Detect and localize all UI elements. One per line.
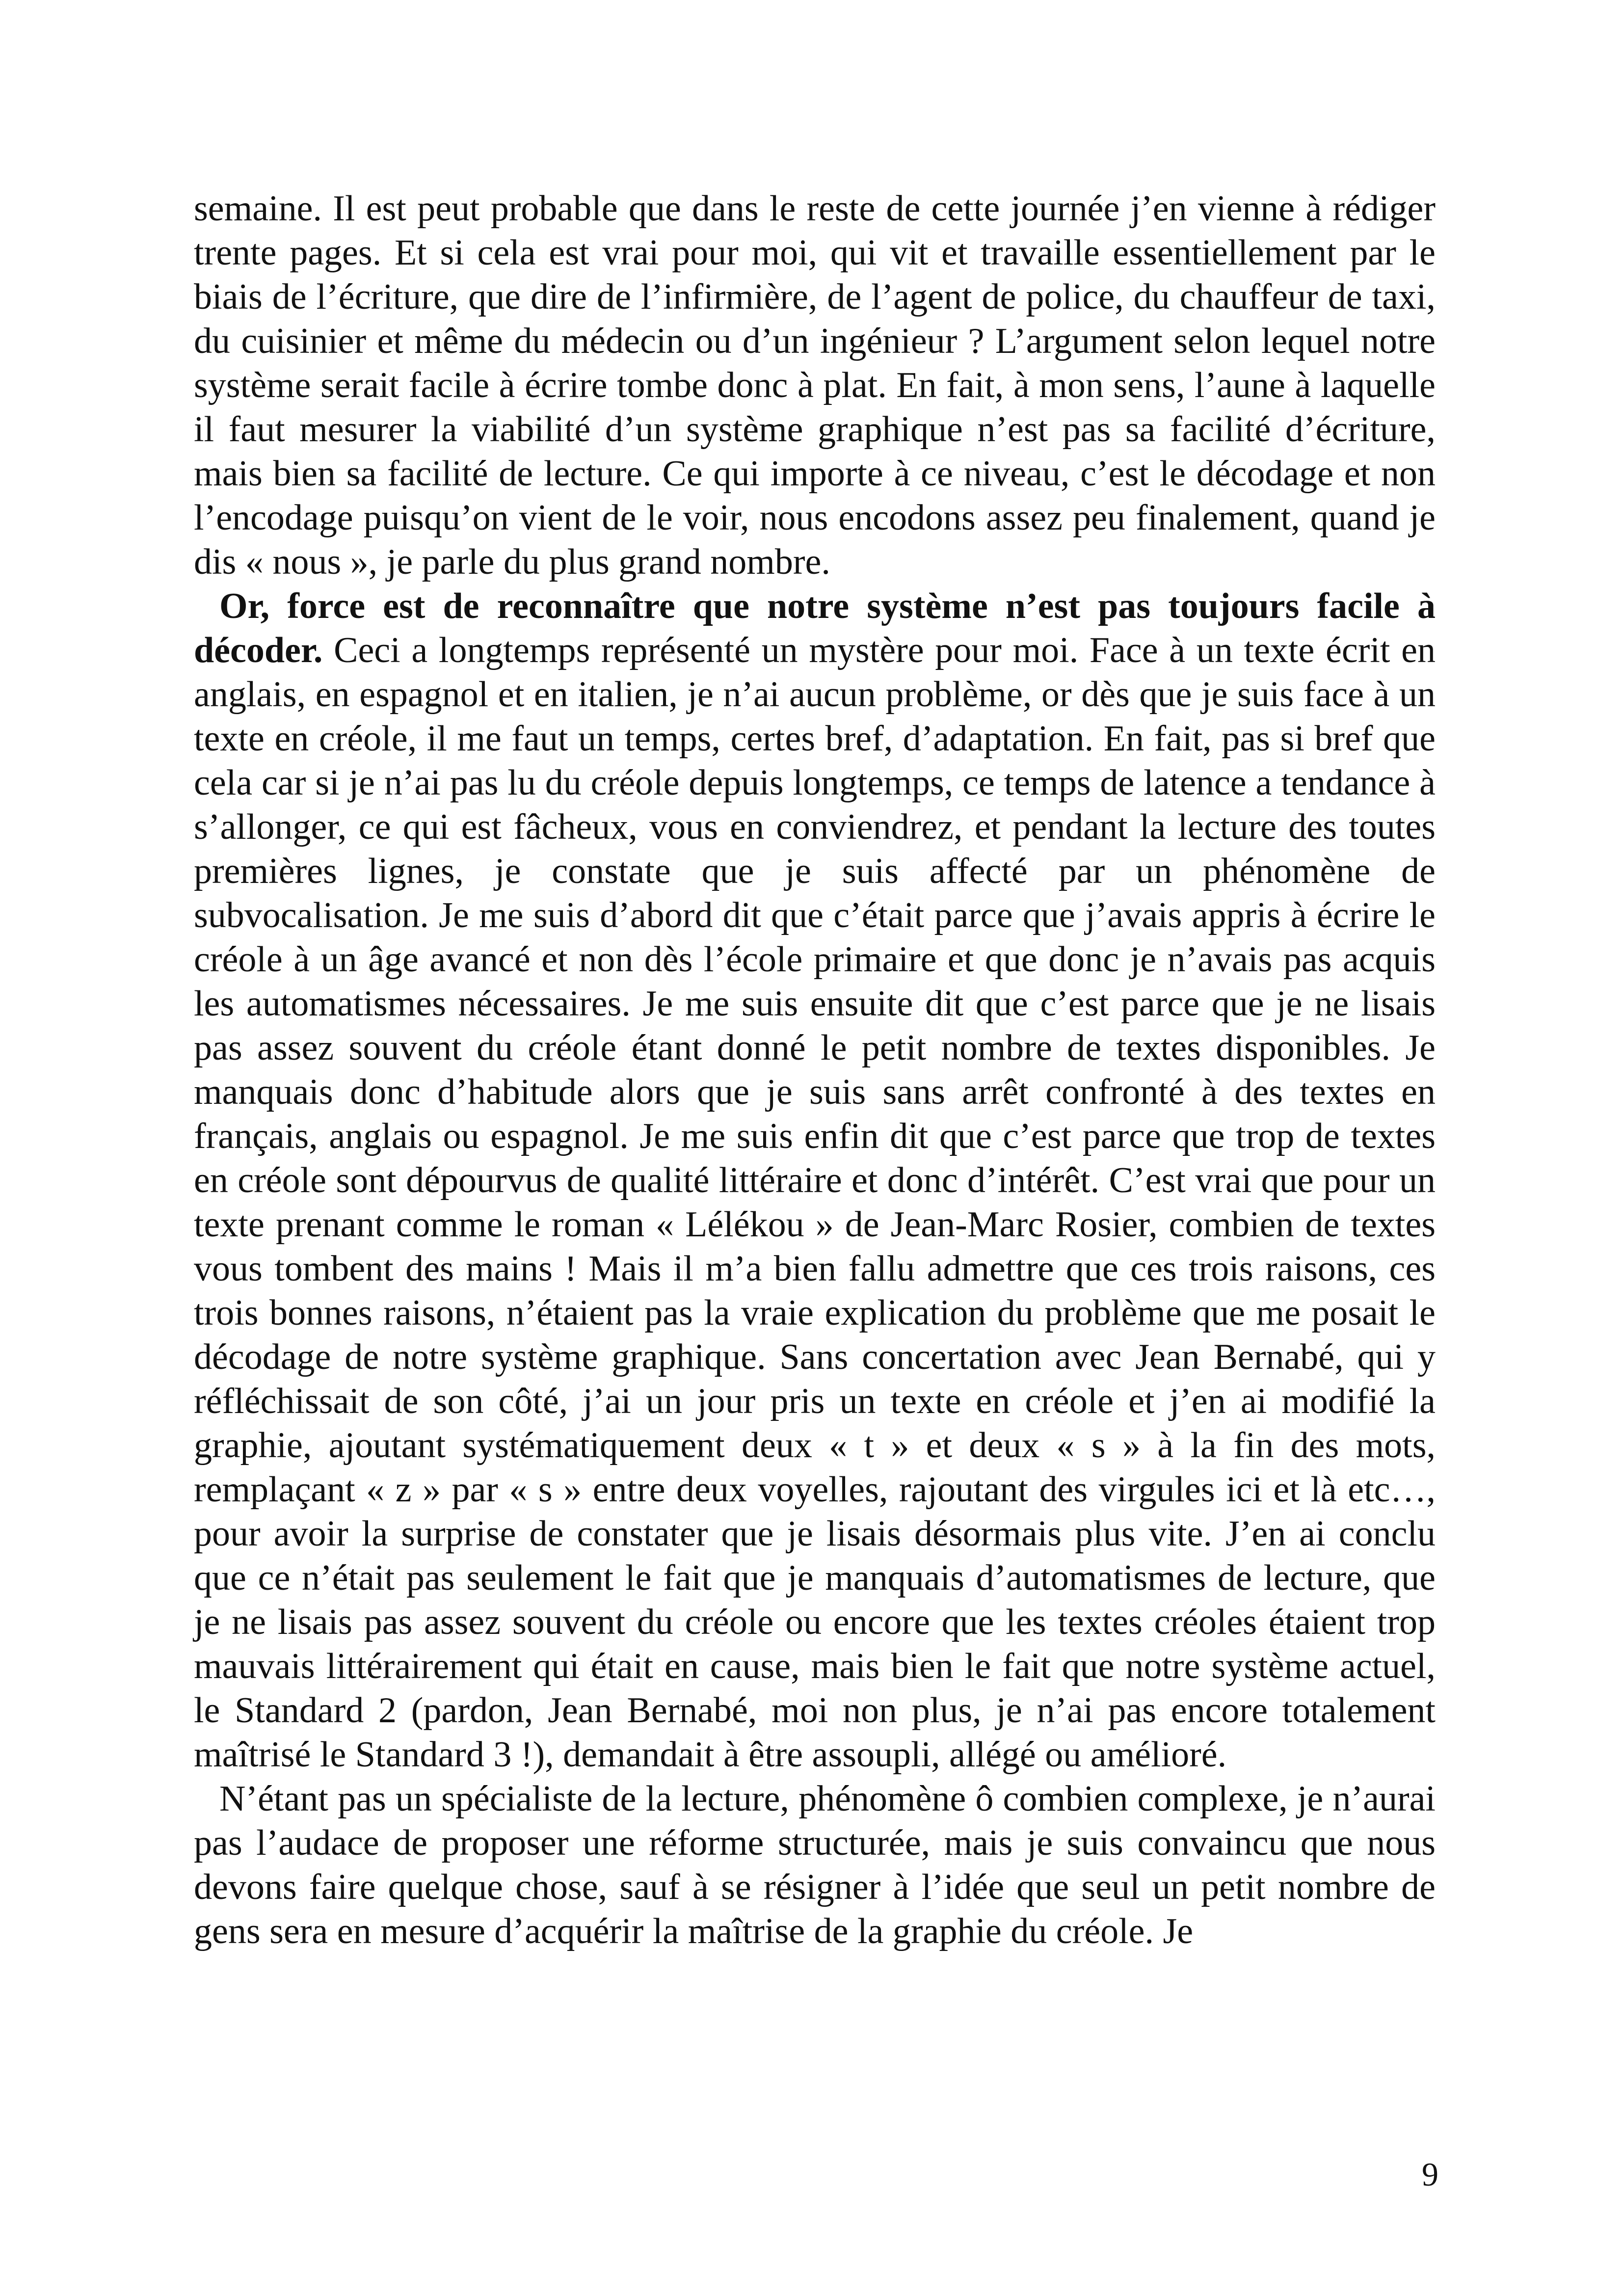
paragraph-reform: [194, 1777, 1436, 1953]
page-body: [194, 187, 1436, 1953]
paragraph-text: semaine. Il est peut probable que dans le reste de cette journée j’en vienne à rédiger trente pages. Et si cela est vrai pour moi, qui vit et travaille essentiellement par le biais de l’écriture, que dire de l’infirmière, de l’agent de police, du chauffeur de taxi, du cuisinier et même du médecin ou d’un ingénieur ? L’argument selon lequel notre système serait facile à écrire tombe donc à plat. En fait, à mon sens, l’aune à laquelle il faut mesurer la viabilité d’un système graphique n’est pas sa facilité d’écriture, mais bien sa facilité de lecture. Ce qui importe à ce niveau, c’est le décodage et non l’encodage puisqu’on vient de le voir, nous encodons assez peu finalement, quand je dis « nous », je parle du plus grand nombre.: [194, 188, 1436, 582]
paragraph-text: N’étant pas un spécialiste de la lecture, phénomène ô combien complexe, je n’aurai pas l’audace de proposer une réforme structurée, mais je suis convaincu que nous devons faire quelque chose, sauf à se résigner à l’idée que seul un petit nombre de gens sera en mesure d’acquérir la maîtrise de la graphie du créole. Je: [194, 1779, 1436, 1951]
page-number: 9: [1422, 2156, 1438, 2193]
paragraph-bold-lead: Or, force est de reconnaître que notre système n’est pas toujours facile à décoder.: [194, 586, 1436, 670]
paragraph-text: Ceci a longtemps représenté un mystère pour moi. Face à un texte écrit en anglais, en espagnol et en italien, je n’ai aucun problème, or dès que je suis face à un texte en créole, il me faut un temps, certes bref, d’adaptation. En fait, pas si bref que cela car si je n’ai pas lu du créole depuis longtemps, ce temps de latence a tendance à s’allonger, ce qui est fâcheux, vous en conviendrez, et pendant la lecture des toutes premières lignes, je constate que je suis affecté par un phénomène de subvocalisation. Je me suis d’abord dit que c’était parce que j’avais appris à écrire le créole à un âge avancé et non dès l’école primaire et que donc je n’avais pas acquis les automatismes nécessaires. Je me suis ensuite dit que c’est parce que je ne lisais pas assez souvent du créole étant donné le petit nombre de textes disponibles. Je manquais donc d’habitude alors que je suis sans arrêt confronté à des textes en français, anglais ou espagnol. Je me suis enfin dit que c’est parce que trop de textes en créole sont dépourvus de qualité littéraire et donc d’intérêt. C’est vrai que pour un texte prenant comme le roman « Lélékou » de Jean-Marc Rosier, combien de textes vous tombent des mains ! Mais il m’a bien fallu admettre que ces trois raisons, ces trois bonnes raisons, n’étaient pas la vraie explication du problème que me posait le décodage de notre système graphique. Sans concertation avec Jean Bernabé, qui y réfléchissait de son côté, j’ai un jour pris un texte en créole et j’en ai modifié la graphie, ajoutant systématiquement deux « t » et deux « s » à la fin des mots, remplaçant « z » par « s » entre deux voyelles, rajoutant des virgules ici et là etc…, pour avoir la surprise de constater que je lisais désormais plus vite. J’en ai conclu que ce n’était pas seulement le fait que je manquais d’automatismes de lecture, que je ne lisais pas assez souvent du créole ou encore que les textes créoles étaient trop mauvais littérairement qui était en cause, mais bien le fait que notre système actuel, le Standard 2 (pardon, Jean Bernabé, moi non plus, je n’ai pas encore totalement maîtrisé le Standard 3 !), demandait à être assoupli, allégé ou amélioré.: [194, 630, 1436, 1775]
paragraph-decoding: [194, 584, 1436, 1777]
paragraph-continuation: [194, 187, 1436, 584]
